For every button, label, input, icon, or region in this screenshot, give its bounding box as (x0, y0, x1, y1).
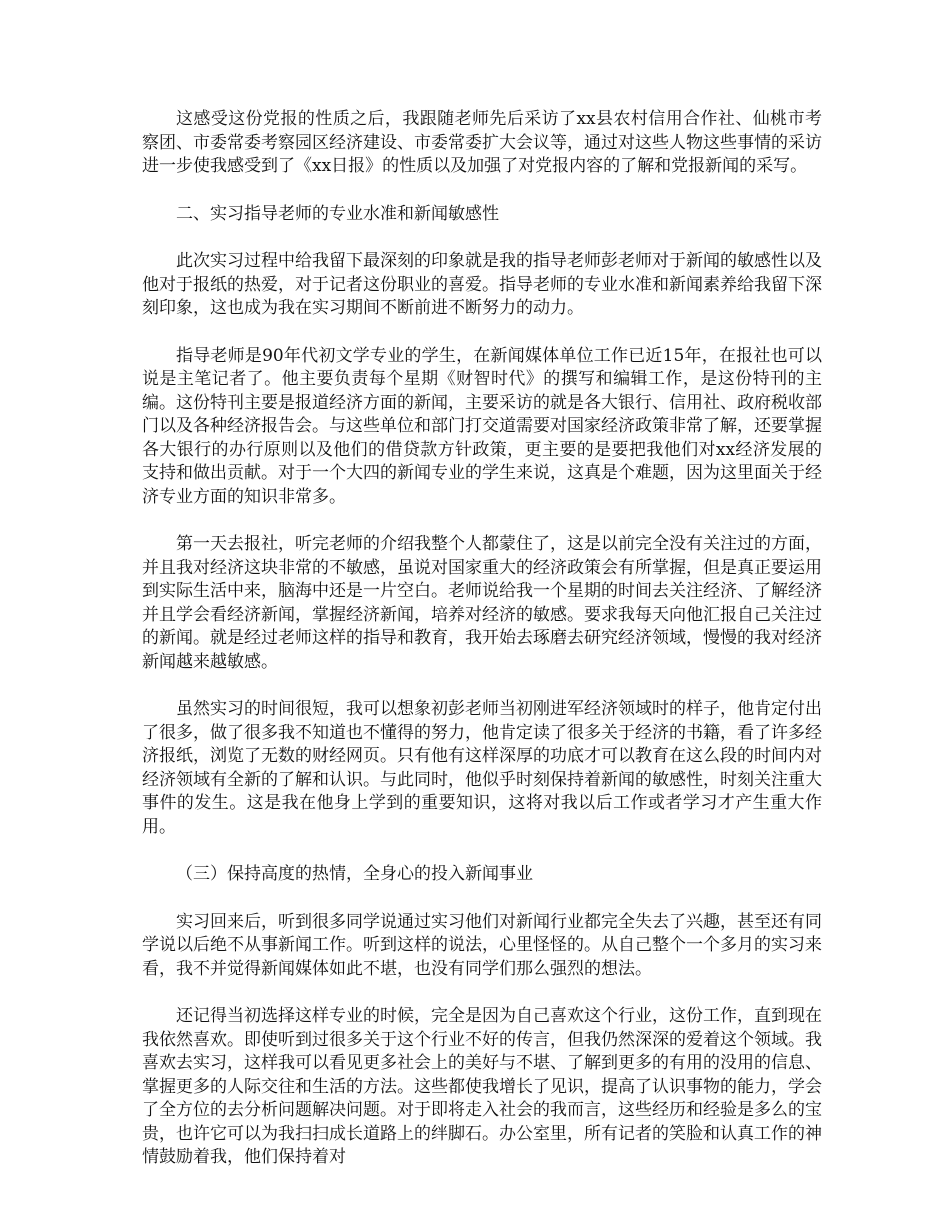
paragraph-1: 这感受这份党报的性质之后，我跟随老师先后采访了xx县农村信用合作社、仙桃市考察团、市委常委考察园区经济建设、市委常委扩大会议等，通过对这些人物这些事情的采访进一步使我感受到了《xx日报》的性质以及加强了对党报内容的了解和党报新闻的采写。 (142, 109, 822, 176)
paragraph-2: 此次实习过程中给我留下最深刻的印象就是我的指导老师彭老师对于新闻的敏感性以及他对于报纸的热爱，对于记者这份职业的喜爱。指导老师的专业水准和新闻素养给我留下深刻印象，这也成为我在实习期间不断前进不断努力的动力。 (142, 251, 822, 318)
paragraph-4: 第一天去报社，听完老师的介绍我整个人都蒙住了，这是以前完全没有关注过的方面，并且我对经济这块非常的不敏感，虽说对国家重大的经济政策会有所掌握，但是真正要运用到实际生活中来，脑海中还是一片空白。老师说给我一个星期的时间去关注经济、了解经济并且学会看经济新闻，掌握经济新闻，培养对经济的敏感。要求我每天向他汇报自己关注过的新闻。就是经过老师这样的指导和教育，我开始去琢磨去研究经济领域，慢慢的我对经济新闻越来越敏感。 (142, 534, 822, 672)
section-heading-3: （三）保持高度的热情，全身心的投入新闻事业 (176, 864, 533, 884)
paragraph-6: 实习回来后，听到很多同学说通过实习他们对新闻行业都完全失去了兴趣，甚至还有同学说以后绝不从事新闻工作。听到这样的说法，心里怪怪的。从自己整个一个多月的实习来看，我不并觉得新闻媒体如此不堪，也没有同学们那么强烈的想法。 (142, 911, 822, 979)
paragraph-3: 指导老师是90年代初文学专业的学生，在新闻媒体单位工作已近15年，在报社也可以说是主笔记者了。他主要负责每个星期《财智时代》的撰写和编辑工作，是这份特刊的主编。这份特刊主要是报道经济方面的新闻，主要采访的就是各大银行、信用社、政府税收部门以及各种经济报告会。与这些单位和部门打交道需要对国家经济政策非常了解，还要掌握各大银行的办行原则以及他们的借贷款方针政策，更主要的是要把我他们对xx经济发展的支持和做出贡献。对于一个大四的新闻专业的学生来说，这真是个难题，因为这里面关于经济专业方面的知识非常多。 (142, 345, 822, 507)
paragraph-7: 还记得当初选择这样专业的时候，完全是因为自己喜欢这个行业，这份工作，直到现在我依然喜欢。即使听到过很多关于这个行业不好的传言，但我仍然深深的爱着这个领域。我喜欢去实习，这样我可以看见更多社会上的美好与不堪、了解到更多的有用的没用的信息、掌握更多的人际交往和生活的方法。这些都使我增长了见识，提高了认识事物的能力，学会了全方位的去分析问题解决问题。对于即将走入社会的我而言，这些经历和经验是多么的宝贵，也许它可以为我扫扫成长道路上的绊脚石。办公室里，所有记者的笑脸和认真工作的神情鼓励着我，他们保持着对 (142, 1006, 822, 1167)
paragraph-5: 虽然实习的时间很短，我可以想象初彭老师当初刚进军经济领域时的样子，他肯定付出了很多，做了很多我不知道也不懂得的努力，他肯定读了很多关于经济的书籍，看了许多经济报纸，浏览了无数的财经网页。只有他有这样深厚的功底才可以教育在这么段的时间内对经济领域有全新的了解和认识。与此同时，他似乎时刻保持着新闻的敏感性，时刻关注重大事件的发生。这是我在他身上学到的重要知识，这将对我以后工作或者学习才产生重大作用。 (142, 699, 822, 837)
section-heading-2: 二、实习指导老师的专业水准和新闻敏感性 (176, 203, 499, 224)
document-page (142, 108, 822, 1194)
